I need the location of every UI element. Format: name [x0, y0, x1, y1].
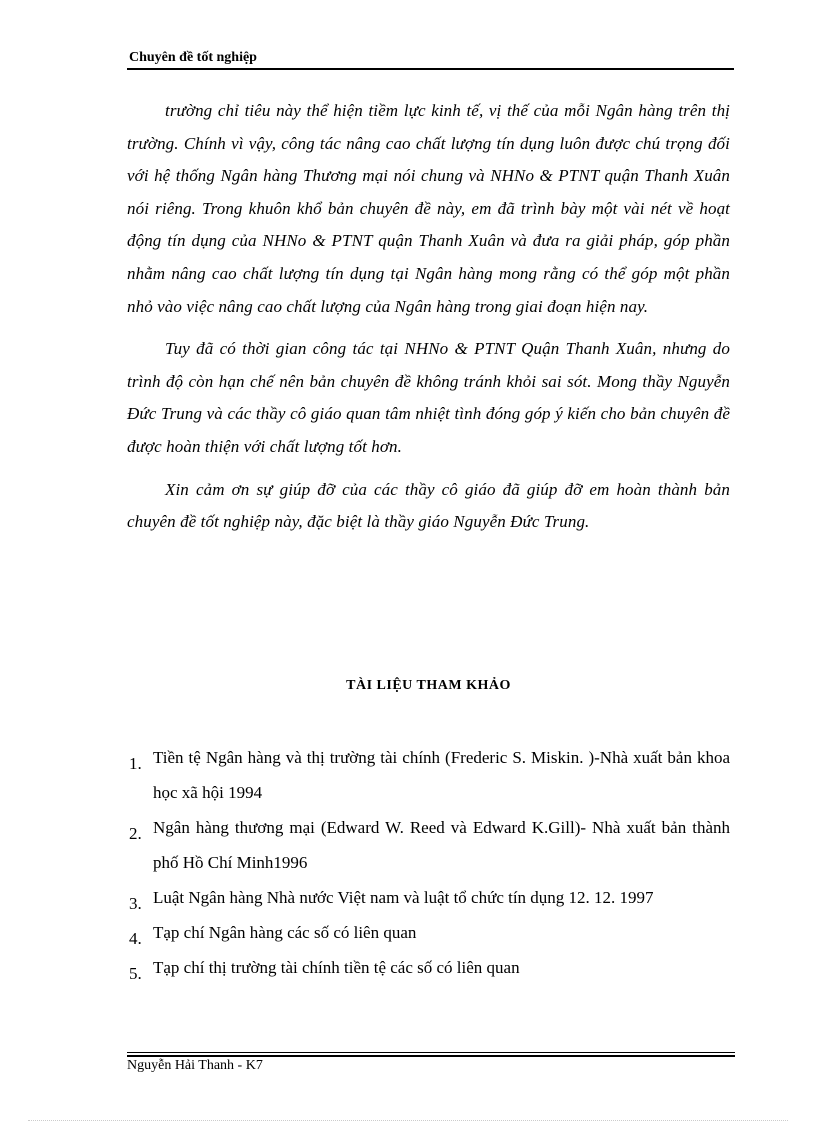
reference-text: Luật Ngân hàng Nhà nước Việt nam và luật tổ chức tín dụng 12. 12. 1997	[153, 888, 654, 907]
reference-text: Tiền tệ Ngân hàng và thị trường tài chính (Frederic S. Miskin. )-Nhà xuất bản khoa học xã hội 1994	[153, 748, 730, 802]
page-edge	[28, 1120, 788, 1121]
footer-divider-double	[127, 1055, 735, 1057]
reference-item	[127, 915, 730, 950]
reference-item	[127, 740, 730, 810]
reference-number: 1.	[129, 754, 142, 773]
body-text	[127, 95, 730, 549]
references-title: TÀI LIỆU THAM KHẢO	[346, 678, 511, 693]
reference-number: 4.	[129, 929, 142, 948]
paragraph-2: Tuy đã có thời gian công tác tại NHNo & PTNT Quận Thanh Xuân, nhưng do trình độ còn hạn chế nên bản chuyên đề không tránh khỏi sai sót. Mong thầy Nguyễn Đức Trung và các thầy cô giáo quan tâm nhiệt tình đóng góp ý kiến cho bản chuyên đề được hoàn thiện với chất lượng tốt hơn.	[127, 339, 730, 456]
reference-text: Tạp chí thị trường tài chính tiền tệ các số có liên quan	[153, 958, 520, 977]
references-list	[127, 740, 730, 985]
reference-number: 5.	[129, 964, 142, 983]
reference-number: 2.	[129, 824, 142, 843]
footer-author: Nguyễn Hải Thanh - K7	[127, 1058, 263, 1073]
reference-text: Tạp chí Ngân hàng các số có liên quan	[153, 923, 417, 942]
header-divider	[127, 68, 734, 70]
reference-item	[127, 880, 730, 915]
reference-item	[127, 810, 730, 880]
reference-item	[127, 950, 730, 985]
reference-number: 3.	[129, 894, 142, 913]
paragraph-1: trường chỉ tiêu này thể hiện tiềm lực kinh tế, vị thế của mỗi Ngân hàng trên thị trường. Chính vì vậy, công tác nâng cao chất lượng tín dụng luôn được chú trọng đối với hệ thống Ngân hàng Thương mại nói chung và NHNo & PTNT quận Thanh Xuân nói riêng. Trong khuôn khổ bản chuyên đề này, em đã trình bày một vài nét về hoạt động tín dụng của NHNo & PTNT quận Thanh Xuân và đưa ra giải pháp, góp phần nhằm nâng cao chất lượng tín dụng tại Ngân hàng mong rằng có thể góp một phần nhỏ vào việc nâng cao chất lượng của Ngân hàng trong giai đoạn hiện nay.	[127, 101, 730, 316]
paragraph-3: Xin cảm ơn sự giúp đỡ của các thầy cô giáo đã giúp đỡ em hoàn thành bản chuyên đề tốt nghiệp này, đặc biệt là thầy giáo Nguyễn Đức Trung.	[127, 479, 730, 532]
reference-text: Ngân hàng thương mại (Edward W. Reed và Edward K.Gill)- Nhà xuất bản thành phố Hồ Chí Minh1996	[153, 818, 730, 872]
footer-divider	[127, 1052, 735, 1053]
header-title: Chuyên đề tốt nghiệp	[129, 50, 257, 65]
